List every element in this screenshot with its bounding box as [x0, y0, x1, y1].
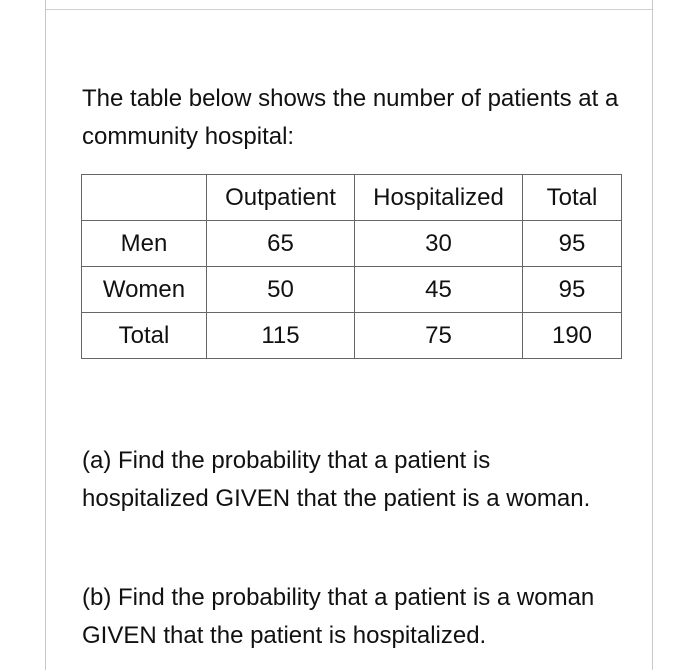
top-divider: [46, 9, 652, 10]
cell-total: 190: [523, 313, 622, 359]
header-cell-total: Total: [523, 175, 622, 221]
table-row: [82, 221, 622, 267]
patients-table: [81, 174, 622, 359]
row-label: Total: [82, 313, 207, 359]
cell-hospitalized: 30: [355, 221, 523, 267]
cell-outpatient: 65: [207, 221, 355, 267]
row-label: Men: [82, 221, 207, 267]
row-label: Women: [82, 267, 207, 313]
header-cell-outpatient: Outpatient: [207, 175, 355, 221]
cell-outpatient: 50: [207, 267, 355, 313]
table-header-row: [82, 175, 622, 221]
header-cell-hospitalized: Hospitalized: [355, 175, 523, 221]
question-b: (b) Find the probability that a patient is a woman GIVEN that the patient is hospitalized.: [82, 584, 595, 649]
question-card: [45, 0, 653, 670]
intro-text: The table below shows the number of patients at a community hospital:: [82, 85, 619, 150]
question-a: (a) Find the probability that a patient is hospitalized GIVEN that the patient is a woman.: [82, 447, 591, 512]
cell-hospitalized: 75: [355, 313, 523, 359]
header-cell-empty: [82, 175, 207, 221]
table-row: [82, 267, 622, 313]
table-row: [82, 313, 622, 359]
cell-total: 95: [523, 221, 622, 267]
cell-total: 95: [523, 267, 622, 313]
cell-outpatient: 115: [207, 313, 355, 359]
cell-hospitalized: 45: [355, 267, 523, 313]
